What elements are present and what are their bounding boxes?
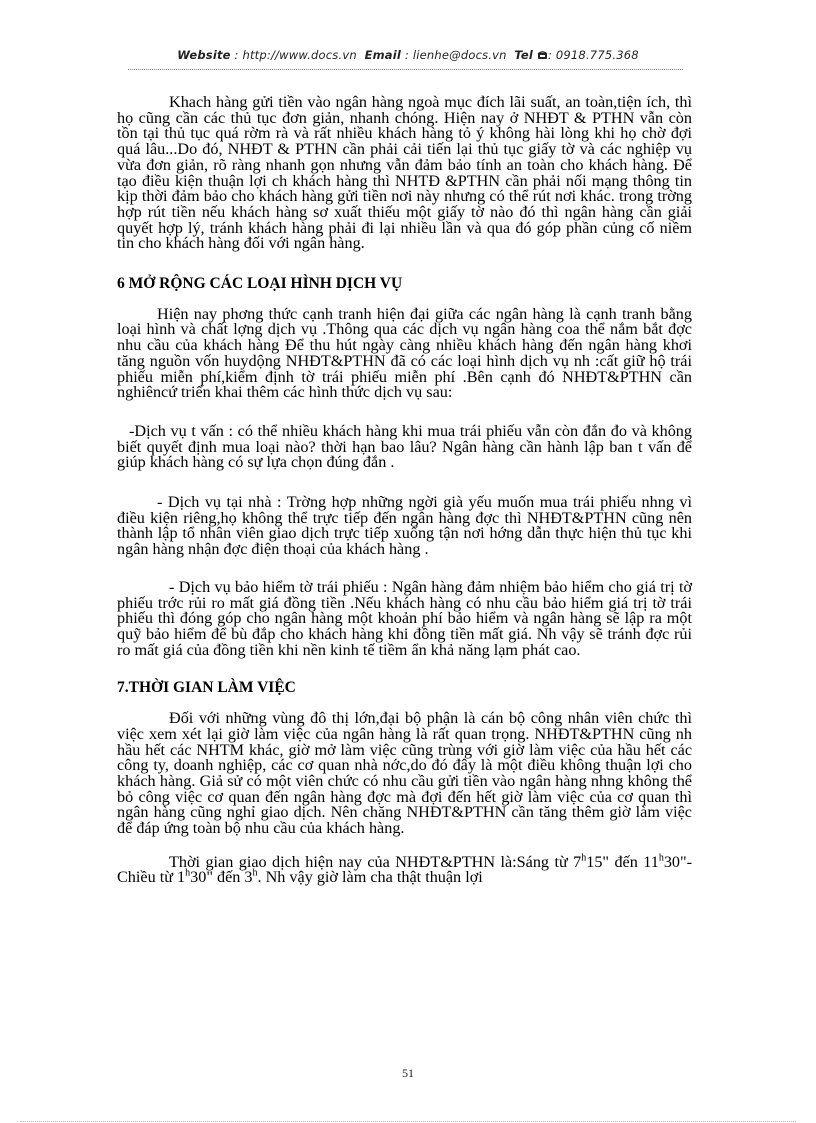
email-value: : lienhe@docs.vn	[404, 48, 507, 62]
paragraph-transaction-time: Thời gian giao dịch hiện nay của NHĐT&PTHN là:Sáng từ 7$^h$15" đến 11$^h$30"- Chiều từ 1$^h$30" đến 3$^h$. Nh vậy giờ làm cha thật thuận lợi	[117, 852, 693, 887]
phone-icon	[537, 48, 548, 62]
paragraph-1: Khach hàng gửi tiền vào ngân hàng ngoà mục đích lãi suất, an toàn,tiện ích, thì họ cũng cần các thủ tục đơn giản, nhanh chóng. Hiện nay ở NHĐT & PTHN vẫn còn tồn tại thủ tục quá rờm rà và rất nhiều khách hàng tỏ ý không hài lòng khi họ chờ đợi quá lâu...Do đó, NHĐT & PTHN cần phải cải tiến lại thủ tục giấy tờ và các nghiệp vụ vừa đơn giản, rõ ràng nhanh gọn nhưng vẫn đảm bảo tính an toàn cho khách hàng. Để tạo điều kiện thuận lợi ch khách hàng thì NHTĐ &PTHN cần phải nối mạng thông tin kịp thời đảm bảo cho khách hàng gửi tiền nơi này nhưng có thể rút nơi khác. trong trờng hợp rút tiền nếu khách hàng sơ xuất thiếu một giấy tờ nào đó thì ngân hàng cần giải quyết hợp lý, tránh khách hàng phải đi lại nhiều lần và qua đó góp phần củng cố niềm tin cho khách hàng đối với ngân hàng.	[117, 93, 692, 253]
list-item-insurance: - Dịch vụ bảo hiểm tờ trái phiếu : Ngân hàng đảm nhiệm bảo hiểm cho giá trị tờ phiếu trớc rủi ro mất giá đồng tiền .Nếu khách hàng có nhu cầu bảo hiểm giá trị tờ trái phiếu thì đóng góp cho ngân hàng một khoản phí bảo hiểm và ngân hàng sẽ lập ra một quỹ bảo hiểm để bù đắp cho khách hàng khi đồng tiền mất giá. Nh vậy sẽ tránh đợc rủi ro mất giá của đồng tiền khi nền kinh tế tiềm ẩn khả năng lạm phát cao.	[117, 577, 692, 659]
section-heading-6: 6 MỞ RỘNG CÁC LOẠI HÌNH DỊCH VỤ	[117, 275, 403, 293]
page-number: 51	[402, 1066, 414, 1080]
website-value: : http://www.docs.vn	[234, 48, 357, 62]
website-label: Website	[177, 48, 231, 62]
email-label: Email	[364, 48, 402, 62]
document-body	[117, 95, 692, 886]
section-heading-7: 7.THỜI GIAN LÀM VIỆC	[117, 679, 296, 697]
paragraph-2: Hiện nay phơng thức cạnh tranh hiện đại giữa các ngân hàng là cạnh tranh bằng loại hình và chất lợng dịch vụ .Thông qua các dịch vụ ngân hàng coa thể nắm bắt đợc nhu cầu của khách hàng Để thu hút ngày càng nhiều khách hàng đến ngân hàng khơi tăng nguồn vốn huydộng NHĐT&PTHN đã có các loại hình dịch vụ nh :cất giữ hộ trái phiếu miễn phí,kiểm định tờ trái phiếu miễn phí .Bên cạnh đó NHĐT&PTHN cần nghiêncứ triển khai thêm các hình thức dịch vụ sau:	[117, 304, 692, 402]
footer-divider	[20, 1121, 796, 1122]
tel-value: : 0918.775.368	[547, 48, 639, 62]
list-item-home-service: - Dịch vụ tại nhà : Trờng hợp những ngời già yếu muốn mua trái phiếu nhng vì điều kiện riêng,họ không thể trực tiếp đến ngân hàng đợc thì NHĐT&PTHN cũng nên thành lập tổ nhân viên giao dịch trực tiếp xuống tận nơi hớng dẫn thực hiện thủ tục khi ngân hàng nhận đợc điện thoại của khách hàng .	[117, 493, 692, 559]
paragraph-working-hours: Đối với những vùng đô thị lớn,đại bộ phận là cán bộ công nhân viên chức thì việc xem xét lại giờ làm việc của ngân hàng là rất quan trọng. NHĐT&PTHN cũng nh hầu hết các NHTM khác, giờ mở làm việc cũng trùng với giờ làm việc của hầu hết các công ty, doanh nghiệp, các cơ quan nhà nớc,do đó đây là một điều không thuận lợi cho khách hàng. Giả sử có một viên chức có nhu cầu gửi tiền vào ngân hàng nhng không thể bỏ công việc cơ quan đến ngân hàng đợc mà đợi đến hết giờ làm việc của cơ quan thì ngân hàng cũng nghỉ giao dịch. Nên chăng NHĐT&PTHN cần tăng thêm giờ làm việc để đáp ứng toàn bộ nhu cầu của khách hàng.	[117, 709, 692, 838]
page-header	[0, 48, 816, 62]
list-item-advisory: -Dịch vụ t vấn : có thể nhiều khách hàng khi mua trái phiếu vẫn còn đắn đo và không biết quyết định mua loại nào? thời hạn bao lâu? Ngân hàng cần hành lập ban t vấn để giúp khách hàng có sự lựa chọn đúng đắn .	[117, 421, 692, 472]
tel-label: Tel	[514, 48, 534, 62]
header-divider	[128, 69, 683, 70]
